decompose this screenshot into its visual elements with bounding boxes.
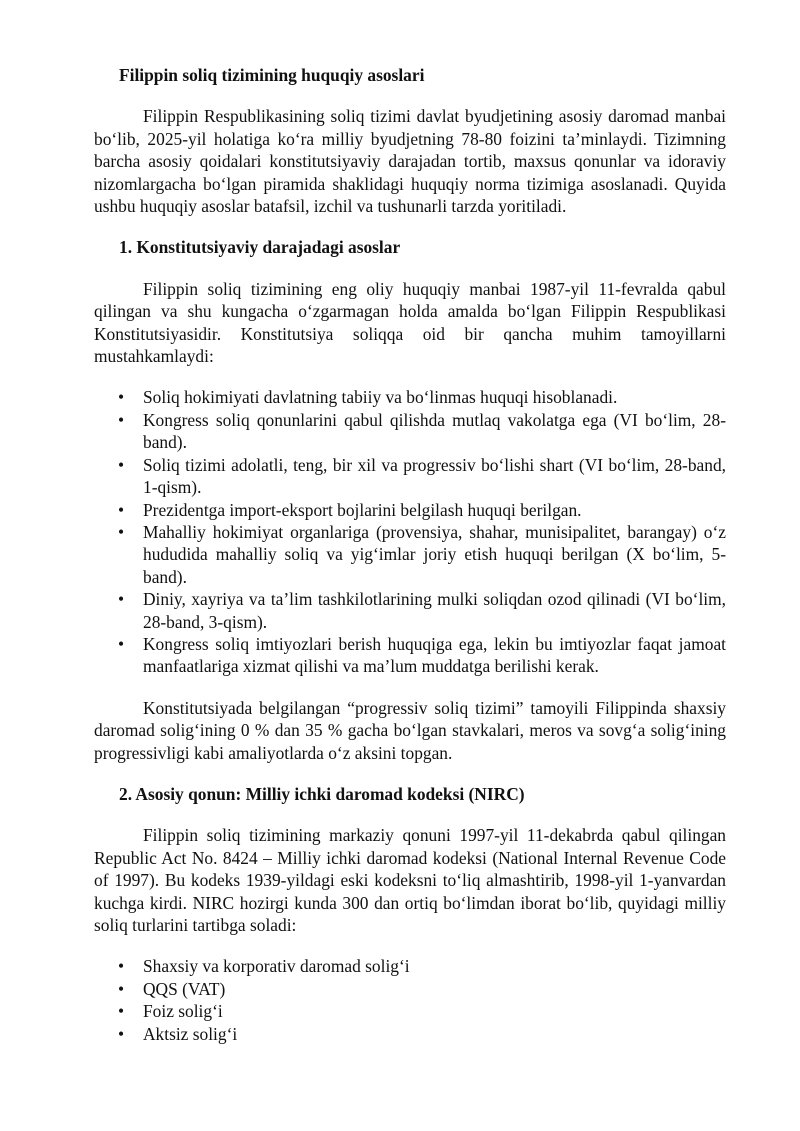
list-item [94, 499, 726, 521]
intro-paragraph: Filippin Respublikasining soliq tizimi davlat byudjetining asosiy daromad manbai bo‘lib, 2025-yil holatiga ko‘ra milliy byudjetning 78-80 foizini ta’minlaydi. Tizimning barcha asosiy qoidalari konstitutsiyaviy darajadan tortib, maxsus qonunlar va idoraviy nizomlargacha bo‘lgan piramida shaklidagi huquqiy norma tizimiga asoslanadi. Quyida ushbu huquqiy asoslar batafsil, izchil va tushunarli tarzda yoritiladi. [94, 106, 726, 217]
bullet-icon: • [118, 956, 125, 977]
bullet-icon: • [118, 387, 125, 408]
list-item-text: QQS (VAT) [143, 978, 226, 999]
list-item-text: Soliq hokimiyati davlatning tabiiy va bo‘linmas huquqi hisoblanadi. [143, 387, 618, 408]
bullet-icon: • [118, 978, 125, 999]
section-1-closing-paragraph: Konstitutsiyada belgilangan “progressiv soliq tizimi” tamoyili Filippinda shaxsiy daromad solig‘ining 0 % dan 35 % gacha bo‘lgan stavkalari, meros va sovg‘a solig‘ining progressivligi kabi amaliyotlarda o‘z aksini topgan. [94, 697, 726, 763]
list-item-text: Mahalliy hokimiyat organlariga (provensiya, shahar, munisipalitet, barangay) o‘z hududida mahalliy soliq va yig‘imlar joriy etish huquqi berilgan (X bo‘lim, 5-band). [143, 521, 726, 587]
bullet-icon: • [118, 409, 125, 430]
bullet-icon: • [118, 454, 125, 475]
list-item [94, 409, 726, 454]
bullet-icon: • [118, 521, 125, 542]
section-1-paragraph: Filippin soliq tizimining eng oliy huquqiy manbai 1987-yil 11-fevralda qabul qilingan va shu kungacha o‘zgarmagan holda amalda bo‘lgan Filippin Respublikasi Konstitutsiyasidir. Konstitutsiya soliqqa oid bir qancha muhim tamoyillarni mustahkamlaydi: [94, 278, 726, 367]
list-item-text: Prezidentga import-eksport bojlarini belgilash huquqi berilgan. [143, 499, 582, 520]
list-item [94, 955, 726, 977]
bullet-icon: • [118, 1001, 125, 1022]
list-item-text: Kongress soliq qonunlarini qabul qilishda mutlaq vakolatga ega (VI bo‘lim, 28-band). [143, 409, 726, 453]
section-2-bullet-list [94, 955, 726, 1045]
bullet-icon: • [118, 499, 125, 520]
list-item-text: Aktsiz solig‘i [143, 1023, 238, 1044]
list-item-text: Diniy, xayriya va ta’lim tashkilotlarining mulki soliqdan ozod qilinadi (VI bo‘lim, 28-band, 3-qism). [143, 589, 726, 632]
list-item [94, 1000, 726, 1022]
document-title: Filippin soliq tizimining huquqiy asoslari [119, 65, 425, 85]
list-item-text: Soliq tizimi adolatli, teng, bir xil va progressiv bo‘lishi shart (VI bo‘lim, 28-band, 1-qism). [143, 454, 726, 498]
list-item [94, 633, 726, 678]
bullet-icon: • [118, 633, 125, 654]
list-item-text: Foiz solig‘i [143, 1001, 223, 1022]
list-item [94, 386, 726, 408]
list-item-text: Kongress soliq imtiyozlari berish huquqiga ega, lekin bu imtiyozlar faqat jamoat manfaatlariga xizmat qilishi va ma’lum muddatga berilishi kerak. [143, 633, 726, 677]
document-page [94, 64, 726, 1064]
list-item [94, 588, 726, 633]
list-item [94, 978, 726, 1000]
list-item-text: Shaxsiy va korporativ daromad solig‘i [143, 956, 410, 977]
list-item [94, 1023, 726, 1045]
list-item [94, 454, 726, 499]
list-item [94, 521, 726, 588]
section-1-bullet-list [94, 386, 726, 677]
bullet-icon: • [118, 589, 125, 610]
section-1-heading: 1. Konstitutsiyaviy darajadagi asoslar [119, 237, 401, 258]
section-2-paragraph: Filippin soliq tizimining markaziy qonuni 1997-yil 11-dekabrda qabul qilingan Republic Act No. 8424 – Milliy ichki daromad kodeksi (National Internal Revenue Code of 1997). Bu kodeks 1939-yildagi eski kodeksni to‘liq almashtirib, 1998-yil 1-yanvardan kuchga kirdi. NIRC hozirgi kunda 300 dan ortiq bo‘limdan iborat bo‘lib, quyidagi milliy soliq turlarini tartibga soladi: [94, 825, 726, 935]
section-2-heading: 2. Asosiy qonun: Milliy ichki daromad kodeksi (NIRC) [119, 783, 525, 804]
bullet-icon: • [118, 1023, 125, 1044]
